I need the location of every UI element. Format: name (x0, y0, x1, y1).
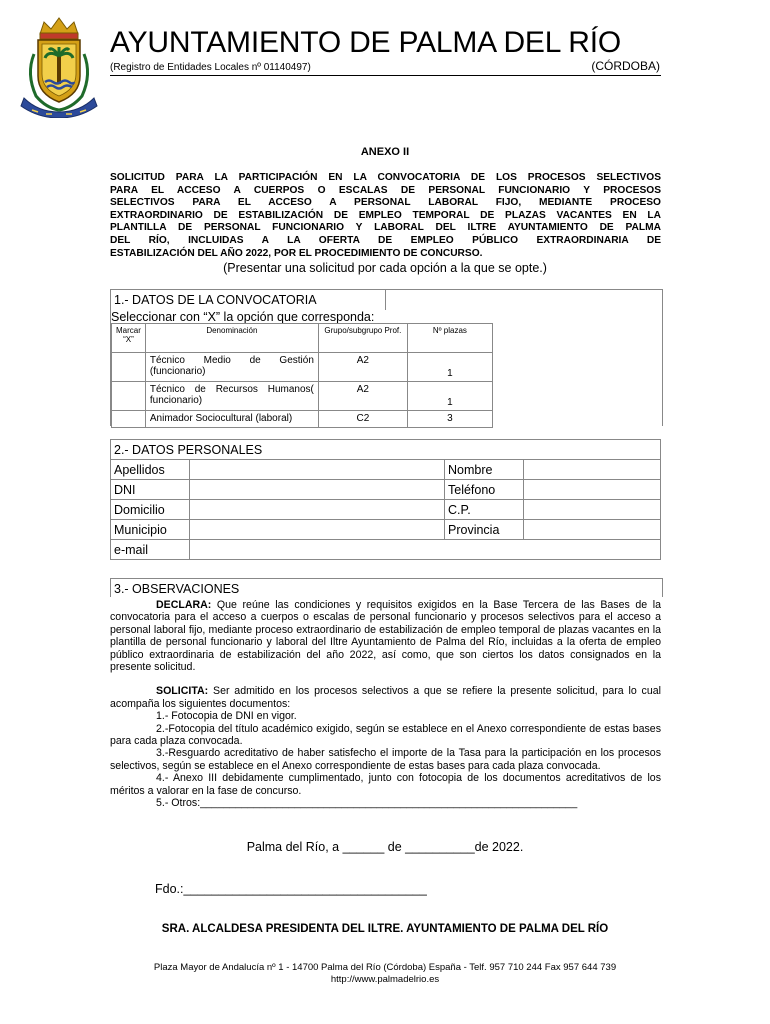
mark-checkbox[interactable] (112, 353, 146, 382)
position-name: Técnico de Recursos Humanos( funcionario) (145, 382, 318, 411)
coat-of-arms-logo (18, 14, 100, 118)
positions-table (111, 323, 493, 428)
section-subtitle: Seleccionar con “X” la opción que corresponda: (111, 310, 375, 324)
table-row (112, 382, 493, 411)
personal-data-table (110, 439, 661, 560)
dni-field[interactable] (190, 480, 445, 500)
cp-field[interactable] (524, 500, 661, 520)
title-divider (385, 290, 386, 310)
position-group: A2 (318, 382, 407, 411)
municipality-label: Municipio (111, 520, 190, 540)
name-field[interactable] (524, 460, 661, 480)
phone-field[interactable] (524, 480, 661, 500)
header-divider (110, 75, 661, 76)
mark-checkbox[interactable] (112, 411, 146, 428)
province-label: (CÓRDOBA) (591, 59, 660, 73)
position-group: C2 (318, 411, 407, 428)
document-item: 5.- Otros:________________________________________________________________ (156, 797, 578, 810)
surname-field[interactable] (190, 460, 445, 480)
position-places: 1 (407, 353, 492, 382)
section-observations (110, 578, 663, 597)
observations-body (110, 599, 661, 810)
heading-line: SELECTIVOS PARA EL ACCESO A PERSONAL LABORAL FIJO, MEDIANTE PROCESO (110, 197, 661, 209)
request-heading (110, 172, 661, 260)
instruction-note: (Presentar una solicitud por cada opción a la que se opte.) (223, 261, 547, 275)
section-title: 3.- OBSERVACIONES (114, 582, 240, 596)
declaration-paragraph (110, 599, 661, 673)
heading-line: PLANTILLA DE PERSONAL FUNCIONARIO Y LABORAL DEL ILTRE AYUNTAMIENTO DE PALMA (110, 222, 661, 234)
request-paragraph (110, 685, 661, 710)
province-label: Provincia (445, 520, 524, 540)
header-places: Nº plazas (407, 324, 492, 353)
declara-label: DECLARA: (156, 599, 212, 611)
section-convocatoria (110, 289, 663, 426)
section-title: 1.- DATOS DE LA CONVOCATORIA (114, 293, 317, 307)
cp-label: C.P. (445, 500, 524, 520)
document-item: 3.-Resguardo acreditativo de haber satisfecho el importe de la Tasa para la participación en los procesos selectivos, según se establece en el Anexo correspondiente de estas bases para cada plaza convocada. (110, 747, 661, 772)
section-title: 2.- DATOS PERSONALES (111, 440, 661, 460)
heading-line: ESTABILIZACIÓN DEL AÑO 2022, POR EL PROCEDIMIENTO DE CONCURSO. (110, 247, 483, 259)
header-group: Grupo/subgrupo Prof. (318, 324, 407, 353)
address-field[interactable] (190, 500, 445, 520)
email-field[interactable] (190, 540, 661, 560)
solicita-label: SOLICITA: (156, 685, 209, 698)
position-places: 1 (407, 382, 492, 411)
declara-text: Que reúne las condiciones y requisitos exigidos en la Base Tercera de las Bases de la convocatoria para el acceso a cuerpos o escalas de personal funcionario y procesos selectivos para el acceso a personal laboral fijo, mediante proceso extraordinario de estabilización de empleo temporal de plazas vacantes en la plantilla de personal funcionario y laboral del Iltre Ayuntamiento de Palma del Río, incluidas a la oferta de empleo público extraordinaria de estabilización del año 2022, así como, que son ciertos los datos consignados en la presente solicitud. (110, 599, 661, 674)
table-row (112, 411, 493, 428)
registry-number: (Registro de Entidades Locales nº 01140497) (110, 62, 311, 73)
position-group: A2 (318, 353, 407, 382)
municipality-field[interactable] (190, 520, 445, 540)
addressee: SRA. ALCALDESA PRESIDENTA DEL ILTRE. AYUNTAMIENTO DE PALMA DEL RÍO (161, 923, 609, 935)
table-header-row (112, 324, 493, 353)
position-name: Animador Sociocultural (laboral) (145, 411, 318, 428)
header-mark: Marcar “X” (112, 324, 146, 353)
document-item: 4.- Anexo III debidamente cumplimentado, junto con fotocopia de los documentos acreditativos de los méritos a valorar en la fase de concurso. (110, 772, 661, 797)
mark-checkbox[interactable] (112, 382, 146, 411)
surname-label: Apellidos (111, 460, 190, 480)
municipality-title: AYUNTAMIENTO DE PALMA DEL RÍO (110, 26, 621, 59)
province-field[interactable] (524, 520, 661, 540)
header-name: Denominación (145, 324, 318, 353)
table-row (112, 353, 493, 382)
heading-line: DEL RÍO, INCLUIDAS A LA OFERTA DE EMPLEO PÚBLICO EXTRAORDINARIA DE (110, 234, 661, 246)
footer-address: Plaza Mayor de Andalucía nº 1 - 14700 Palma del Río (Córdoba) España - Telf. 957 710 244 Fax 957 644 739 (153, 962, 617, 973)
document-item: 1.- Fotocopia de DNI en vigor. (156, 710, 297, 723)
heading-line: SOLICITUD PARA LA PARTICIPACIÓN EN LA CONVOCATORIA DE LOS PROCESOS SELECTIVOS (110, 172, 661, 183)
signature-line: Fdo.:___________________________________ (155, 882, 427, 896)
heading-line: EXTRAORDINARIO DE ESTABILIZACIÓN DE EMPLEO TEMPORAL DE PLAZAS VACANTES EN LA (110, 209, 661, 221)
place-date-line: Palma del Río, a ______ de __________de 2022. (246, 840, 524, 854)
footer-website[interactable]: http://www.palmadelrio.es (330, 974, 440, 985)
dni-label: DNI (111, 480, 190, 500)
heading-line: PARA EL ACCESO A CUERPOS O ESCALAS DE PERSONAL FUNCIONARIO Y PROCESOS (110, 184, 661, 196)
name-label: Nombre (445, 460, 524, 480)
footer (0, 962, 770, 986)
annex-title: ANEXO II (360, 146, 410, 158)
email-label: e-mail (111, 540, 190, 560)
position-places: 3 (407, 411, 492, 428)
position-name: Técnico Medio de Gestión (funcionario) (145, 353, 318, 382)
document-item: 2.-Fotocopia del título académico exigido, según se establece en el Anexo correspondiente de estas bases para cada plaza convocada. (110, 722, 661, 748)
solicita-text: Ser admitido en los procesos selectivos a que se refiere la presente solicitud, para lo cual acompaña los siguientes documentos: (110, 685, 661, 710)
address-label: Domicilio (111, 500, 190, 520)
phone-label: Teléfono (445, 480, 524, 500)
